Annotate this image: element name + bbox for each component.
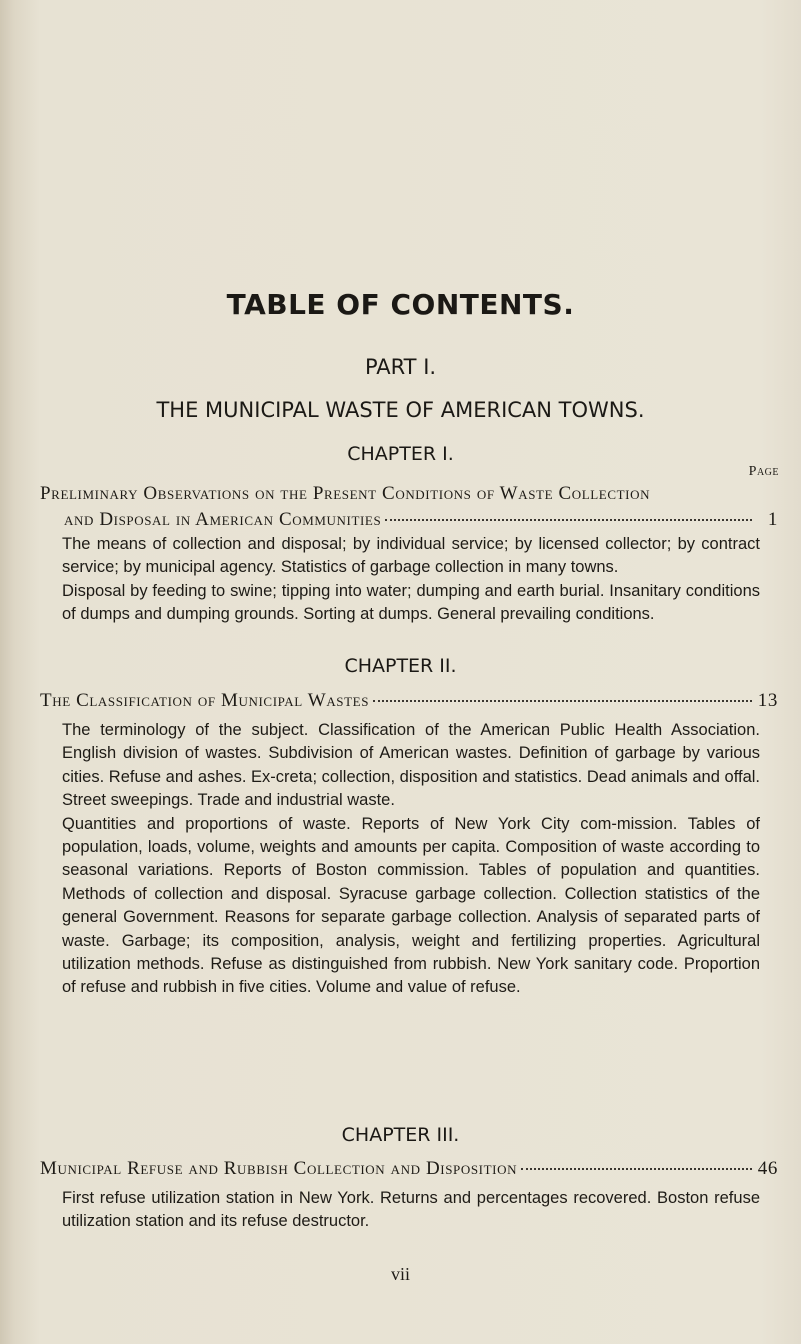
part-subtitle: THE MUNICIPAL WASTE OF AMERICAN TOWNS. xyxy=(156,398,645,422)
chapter-1-paragraph: Disposal by feeding to swine; tipping into water; dumping and earth burial. Insanitary conditions of dumps and dumping grounds. Sorting at dumps. General prevailing conditions. xyxy=(62,581,760,624)
chapter-1-paragraph: The means of collection and disposal; by individual service; by licensed collector; by contract service; by municipal agency. Statistics of garbage collection in many towns. xyxy=(62,535,760,577)
dot-leader xyxy=(373,699,752,702)
page-number: vii xyxy=(390,1264,410,1284)
page-title: TABLE OF CONTENTS. xyxy=(226,288,575,321)
chapter-3-description xyxy=(62,1187,760,1234)
chapter-2-title-row xyxy=(40,688,778,714)
chapter-2-entry xyxy=(40,688,778,714)
chapter-2-paragraph: The terminology of the subject. Classification of the American Public Health Association. English division of wastes. Subdivision of American wastes. Definition of garbage by various cities. Refuse and ashes. Ex-creta; collection, disposition and statistics. Dead animals and offal. Street sweepings. Trade and industrial waste. xyxy=(62,721,760,810)
chapter-3-page: 46 xyxy=(757,1158,778,1179)
chapter-1-title-line2: and Disposal in American Communities xyxy=(64,509,382,530)
chapter-3-title: Municipal Refuse and Rubbish Collection and Disposition xyxy=(40,1158,518,1179)
chapter-1-title-row xyxy=(40,507,778,533)
page-column-label: Page xyxy=(748,464,779,479)
part-label: PART I. xyxy=(364,355,437,379)
chapter-2-description xyxy=(62,719,760,1000)
chapter-3-title-row xyxy=(40,1156,778,1182)
chapter-3-heading: CHAPTER III. xyxy=(341,1124,460,1146)
chapter-3-entry xyxy=(40,1156,778,1182)
chapter-1-entry xyxy=(40,481,778,533)
chapter-1-page: 1 xyxy=(767,509,778,530)
chapter-1-description xyxy=(62,533,760,627)
chapter-2-paragraph: Quantities and proportions of waste. Reports of New York City com-mission. Tables of population, loads, volume, weights and amounts per capita. Composition of waste according to seasonal variations. Reports of Boston commission. Tables of population and quantities. Methods of collection and disposal. Syracuse garbage collection. Collection statistics of the general Government. Reasons for separate garbage collection. Analysis of separated parts of waste. Garbage; its composition, analysis, weight and fertilizing properties. Agricultural utilization methods. Refuse as distinguished from rubbish. New York sanitary code. Proportion of refuse and rubbish in five cities. Volume and value of refuse. xyxy=(62,814,760,997)
chapter-2-heading: CHAPTER II. xyxy=(344,655,457,677)
chapter-2-page: 13 xyxy=(757,690,778,711)
dot-leader xyxy=(385,518,752,521)
chapter-1-title-line1: Preliminary Observations on the Present Conditions of Waste Collection xyxy=(40,483,651,504)
chapter-2-title: The Classification of Municipal Wastes xyxy=(40,690,370,711)
chapter-1-heading: CHAPTER I. xyxy=(347,443,454,465)
dot-leader xyxy=(521,1167,752,1170)
chapter-3-paragraph: First refuse utilization station in New York. Returns and percentages recovered. Boston refuse utilization station and its refuse destructor. xyxy=(62,1189,760,1231)
